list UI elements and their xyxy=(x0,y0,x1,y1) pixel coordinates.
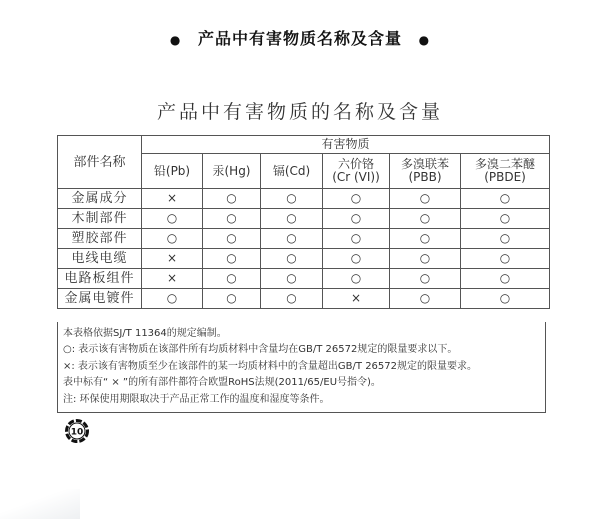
page-header xyxy=(0,26,600,49)
within-limit-mark: ○ xyxy=(390,189,461,209)
within-limit-mark: ○ xyxy=(461,289,550,309)
substance-header: 汞(Hg) xyxy=(203,154,261,189)
within-limit-mark: ○ xyxy=(323,249,390,269)
within-limit-mark: ○ xyxy=(390,289,461,309)
substance-header: 镉(Cd) xyxy=(261,154,323,189)
within-limit-mark: ○ xyxy=(461,189,550,209)
within-limit-mark: ○ xyxy=(261,269,323,289)
substance-header: 多溴联苯 (PBB) xyxy=(390,154,461,189)
note-line: 注: 环保使用期限取决于产品正常工作的温度和湿度等条件。 xyxy=(63,393,330,405)
within-limit-mark: ○ xyxy=(203,189,261,209)
note-line: ×: 表示该有害物质至少在该部件的某一均质材料中的含量超出GB/T 26572规定的限量要求。 xyxy=(63,360,478,372)
within-limit-mark: ○ xyxy=(461,249,550,269)
exceeds-limit-mark: × xyxy=(142,269,203,289)
within-limit-mark: ○ xyxy=(323,229,390,249)
bullet-right-icon: ● xyxy=(418,33,431,47)
table-row xyxy=(58,289,550,309)
within-limit-mark: ○ xyxy=(390,269,461,289)
within-limit-mark: ○ xyxy=(261,209,323,229)
substance-header: 多溴二苯醚 (PBDE) xyxy=(461,154,550,189)
within-limit-mark: ○ xyxy=(142,289,203,309)
part-name-cell: 金属成分 xyxy=(58,189,142,209)
table-row xyxy=(58,209,550,229)
substance-header: 六价铬 (Cr (VI)) xyxy=(323,154,390,189)
within-limit-mark: ○ xyxy=(323,189,390,209)
within-limit-mark: ○ xyxy=(203,209,261,229)
exceeds-limit-mark: × xyxy=(142,249,203,269)
substance-header: 铅(Pb) xyxy=(142,154,203,189)
table-row xyxy=(58,269,550,289)
bullet-left-icon: ● xyxy=(169,33,182,47)
table-row xyxy=(58,249,550,269)
table-title: 产品中有害物质的名称及含量 xyxy=(156,101,443,123)
within-limit-mark: ○ xyxy=(203,249,261,269)
exceeds-limit-mark: × xyxy=(323,289,390,309)
within-limit-mark: ○ xyxy=(461,209,550,229)
header-title: 产品中有害物质名称及含量 xyxy=(197,29,402,48)
corner-shade xyxy=(0,489,80,519)
table-row xyxy=(58,189,550,209)
table-row xyxy=(58,229,550,249)
note-line: 表中标有“ × ”的所有部件都符合欧盟RoHS法规(2011/65/EU号指令)。 xyxy=(63,377,381,389)
within-limit-mark: ○ xyxy=(390,229,461,249)
exceeds-limit-mark: × xyxy=(142,189,203,209)
part-name-cell: 金属电镀件 xyxy=(58,289,142,309)
within-limit-mark: ○ xyxy=(203,289,261,309)
note-line: 本表格依据SJ/T 11364的规定编制。 xyxy=(63,328,227,339)
within-limit-mark: ○ xyxy=(261,289,323,309)
within-limit-mark: ○ xyxy=(261,189,323,209)
eco-period-10-icon xyxy=(64,418,90,444)
part-name-cell: 电线电缆 xyxy=(58,249,142,269)
notes-box xyxy=(57,322,546,413)
part-name-cell: 木制部件 xyxy=(58,209,142,229)
hazardous-substance-header: 有害物质 xyxy=(142,136,550,154)
within-limit-mark: ○ xyxy=(461,269,550,289)
within-limit-mark: ○ xyxy=(203,269,261,289)
hazardous-substance-table xyxy=(57,135,550,309)
within-limit-mark: ○ xyxy=(323,269,390,289)
note-line: ○: 表示该有害物质在该部件所有均质材料中含量均在GB/T 26572规定的限量要求以下。 xyxy=(63,344,458,356)
within-limit-mark: ○ xyxy=(142,229,203,249)
within-limit-mark: ○ xyxy=(323,209,390,229)
within-limit-mark: ○ xyxy=(142,209,203,229)
within-limit-mark: ○ xyxy=(261,229,323,249)
within-limit-mark: ○ xyxy=(390,249,461,269)
within-limit-mark: ○ xyxy=(461,229,550,249)
within-limit-mark: ○ xyxy=(261,249,323,269)
within-limit-mark: ○ xyxy=(390,209,461,229)
within-limit-mark: ○ xyxy=(203,229,261,249)
badge-number: 10 xyxy=(70,427,84,438)
part-name-header: 部件名称 xyxy=(58,136,142,189)
part-name-cell: 塑胶部件 xyxy=(58,229,142,249)
part-name-cell: 电路板组件 xyxy=(58,269,142,289)
